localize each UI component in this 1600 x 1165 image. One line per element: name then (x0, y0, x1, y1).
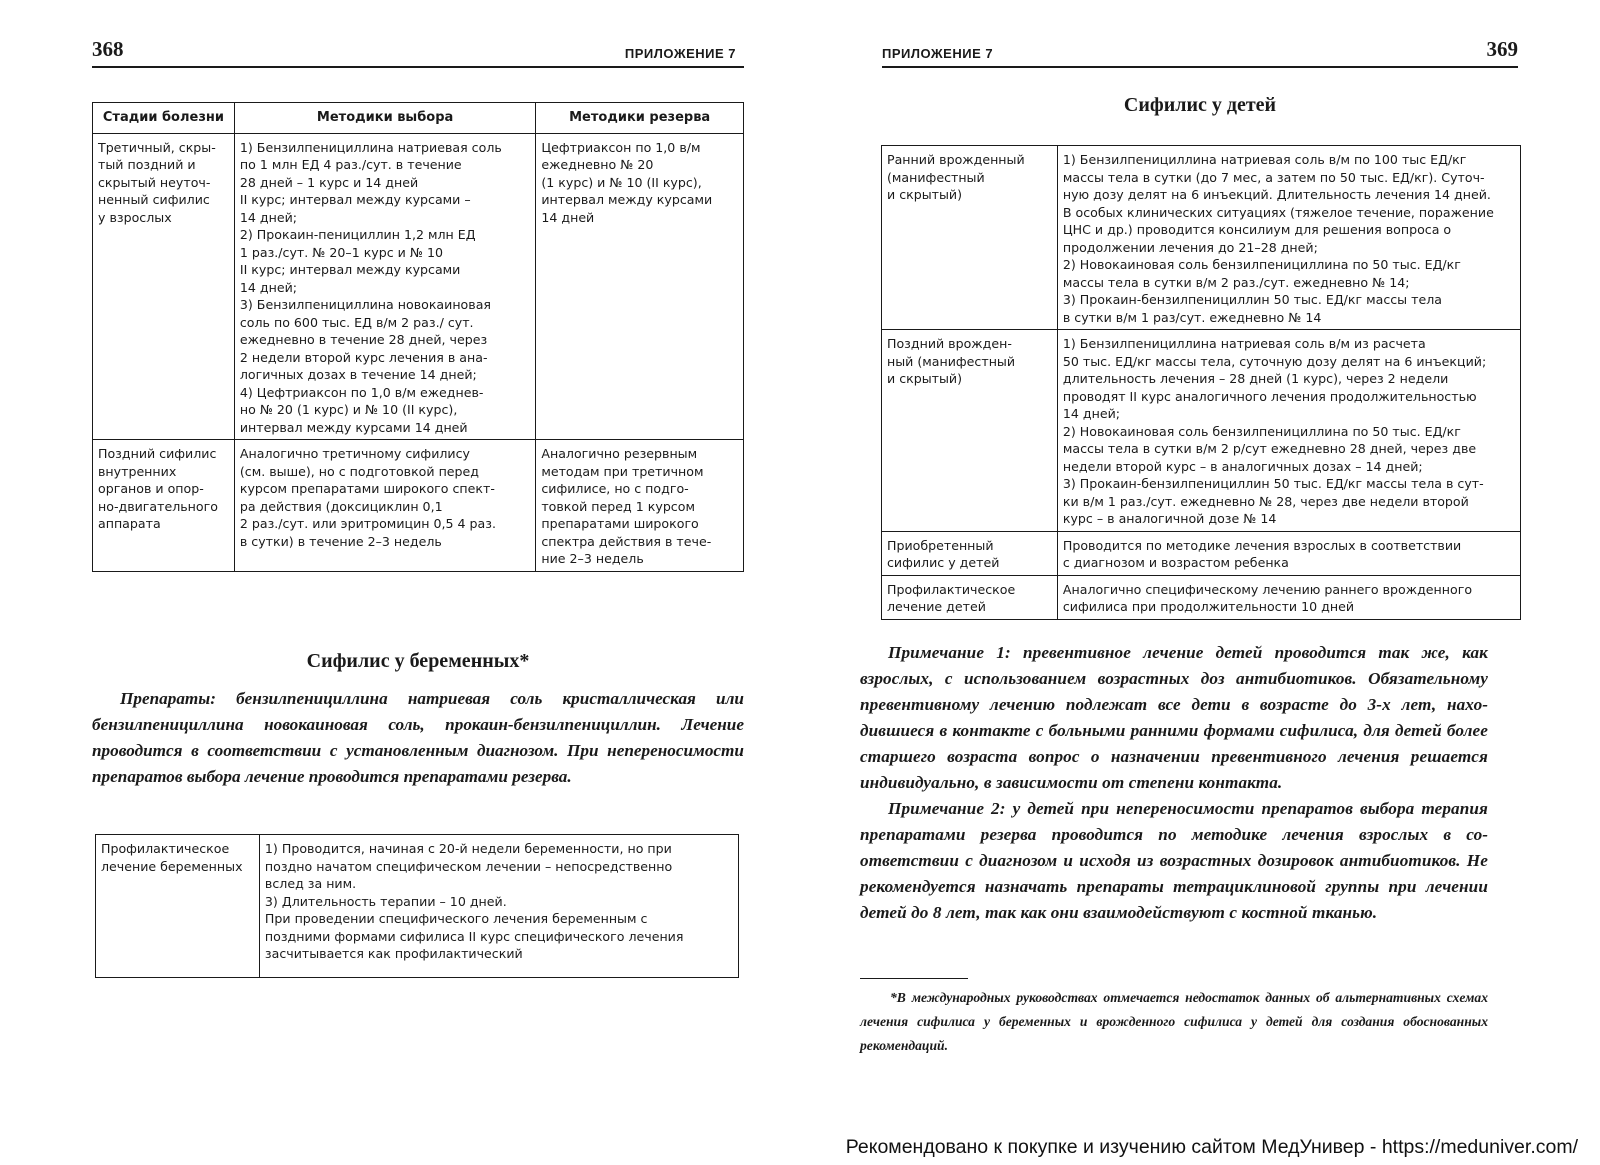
running-head-title-right: ПРИЛОЖЕНИЕ 7 (882, 46, 994, 61)
right-page (800, 0, 1600, 1165)
note-1: Примечание 1: превентивное лечение детей проводится так же, как взрослых, с использованием возрастных доз антибиотиков. Обязательному превентивному лечению подлежат все дети в возрасте до 3-х лет, находившиеся в контакте с больными ранними формами сифилиса, для детей более старшего возраста вопрос о назначении превентивного лечения решается индивидуально, в зависимости от степени контакта. (860, 643, 1488, 792)
header-stages: Стадии болезни (93, 103, 235, 134)
table-row (882, 330, 1521, 532)
stage-cell: Приобретенный сифилис у детей (882, 531, 1058, 575)
method-cell: 1) Бензилпенициллина натриевая соль в/м из расчета 50 тыс. ЕД/кг массы тела, суточную дозу делят на 6 инъекций; длительность лечения – 28 дней (1 курс), через 2 недели проводят II курс аналогичного лечения продолжительностью 14 дней; 2) Новокаиновая соль бензилпенициллина по 50 тыс. ЕД/кг массы тела в сутки в/м 2 р/сут ежедневно 28 дней, через две недели второй курс – в аналогичных дозах – 14 дней; 3) Прокаин-бензилпенициллин 50 тыс. ЕД/кг массы тела в сут- ки в/м 1 раз./сут. ежедневно № 28, через две недели второй курс – в аналогичной дозе № 14 (1057, 330, 1520, 532)
method-cell: 1) Бензилпенициллина натриевая соль в/м по 100 тыс ЕД/кг массы тела в сутки (до 7 мес, а затем по 50 тыс. ЕД/кг). Суточ- ную дозу делят на 6 инъекций. Длительность лечения 14 дней. В особых клинических ситуациях (тяжелое течение, поражение ЦНС и др.) проводится консилиум для решения вопроса о продолжении лечения до 21–28 дней; 2) Новокаиновая соль бензилпенициллина по 50 тыс. ЕД/кг массы тела в сутки в/м 2 раз./сут. ежедневно № 14; 3) Прокаин-бензилпенициллин 50 тыс. ЕД/кг массы тела в сутки в/м 1 раз/сут. ежедневно № 14 (1057, 146, 1520, 330)
prophylaxis-label-cell: Профилактическое лечение беременных (96, 835, 260, 978)
section-title-children: Сифилис у детей (1123, 94, 1277, 116)
table-row (882, 575, 1521, 619)
note-2: Примечание 2: у детей при непереносимости препаратов выбора терапия препаратами резерва проводится по методике лечения взрослых в соответствии с диагнозом и исходя из возрастных дозировок антибиотиков. Не рекомендуется назначать препараты тетрациклиновой группы при лечении детей до 8 лет, так как они взаимодействуют с костной тканью. (860, 799, 1488, 922)
stage-cell: Поздний врожден- ный (манифестный и скрытый) (882, 330, 1058, 532)
method-cell: Проводится по методике лечения взрослых в соответствии с диагнозом и возрастом ребенка (1057, 531, 1520, 575)
header-reserve-methods: Методики резерва (536, 103, 744, 134)
table-row (96, 835, 739, 978)
footnote: *В международных руководствах отмечается недостаток данных об альтернативных схемах лечения сифилиса у беременных и врожденного сифилиса у детей для создания обоснованных рекомендаций. (860, 990, 1488, 1053)
prophylaxis-content-cell: 1) Проводится, начиная с 20-й недели беременности, но при поздно начатом специфическом лечении – непосредственно вслед за ним. 3) Длительность терапии – 10 дней. При проведении специфического лечения беременным с поздними формами сифилиса II курс специфического лечения засчитывается как профилактический (259, 835, 738, 978)
pregnant-paragraph (92, 686, 744, 790)
adult-treatment-table (92, 102, 744, 572)
choice-cell: 1) Бензилпенициллина натриевая соль по 1 млн ЕД 4 раз./сут. в течение 28 дней – 1 курс и 14 дней II курс; интервал между курсами – 14 дней; 2) Прокаин-пенициллин 1,2 млн ЕД 1 раз./сут. № 20–1 курс и № 10 II курс; интервал между курсами 14 дней; 3) Бензилпенициллина новокаиновая соль по 600 тыс. ЕД в/м 2 раз./ сут. ежедневно в течение 28 дней, через 2 недели второй курс лечения в ана- логичных дозах в течение 14 дней; 4) Цефтриаксон по 1,0 в/м ежеднев- но № 20 (1 курс) и № 10 (II курс), интервал между курсами 14 дней (234, 133, 535, 440)
table-header-row (93, 103, 744, 134)
table-row (93, 440, 744, 572)
header-choice-methods: Методики выбора (234, 103, 535, 134)
pregnant-prophylaxis-table (95, 834, 739, 978)
method-cell: Аналогично специфическому лечению раннего врожденного сифилиса при продолжительности 10 дней (1057, 575, 1520, 619)
running-head-right (882, 36, 1518, 68)
watermark-text: Рекомендовано к покупке и изучению сайтом МедУнивер - https://meduniver.com/ (845, 1136, 1578, 1158)
footnote-divider (860, 978, 968, 979)
choice-cell: Аналогично третичному сифилису (см. выше), но с подготовкой перед курсом препаратами широкого спект- ра действия (доксициклин 0,1 2 раз./сут. или эритромицин 0,5 4 раз. в сутки) в течение 2–3 недель (234, 440, 535, 572)
table-row (882, 146, 1521, 330)
running-head-title-left: ПРИЛОЖЕНИЕ 7 (624, 46, 736, 61)
notes-block (860, 640, 1488, 926)
paragraph-text: Препараты: бензилпенициллина натриевая соль кристаллическая или бензилпенициллина новокаиновая соль, прокаин-бензилпенициллин. Лечение проводится в соответствии с установленным диагнозом. При непереносимости препаратов выбора лечение проводится препаратами резерва. (92, 689, 744, 786)
table-row (93, 133, 744, 440)
stage-cell: Профилактическое лечение детей (882, 575, 1058, 619)
stage-cell: Поздний сифилис внутренних органов и опор- но-двигательного аппарата (93, 440, 235, 572)
page-number-right: 369 (1486, 37, 1518, 61)
reserve-cell: Аналогично резервным методам при третичном сифилисе, но с подго- товкой перед 1 курсом препаратами широкого спектра действия в тече- ние 2–3 недель (536, 440, 744, 572)
stage-cell: Третичный, скры- тый поздний и скрытый неуточ- ненный сифилис у взрослых (93, 133, 235, 440)
reserve-cell: Цефтриаксон по 1,0 в/м ежедневно № 20 (1 курс) и № 10 (II курс), интервал между курсами 14 дней (536, 133, 744, 440)
running-head-left (92, 36, 744, 68)
table-row (882, 531, 1521, 575)
children-treatment-table (881, 145, 1521, 620)
page-number-left: 368 (92, 37, 124, 61)
section-title-pregnant: Сифилис у беременных* (306, 650, 530, 672)
stage-cell: Ранний врожденный (манифестный и скрытый) (882, 146, 1058, 330)
